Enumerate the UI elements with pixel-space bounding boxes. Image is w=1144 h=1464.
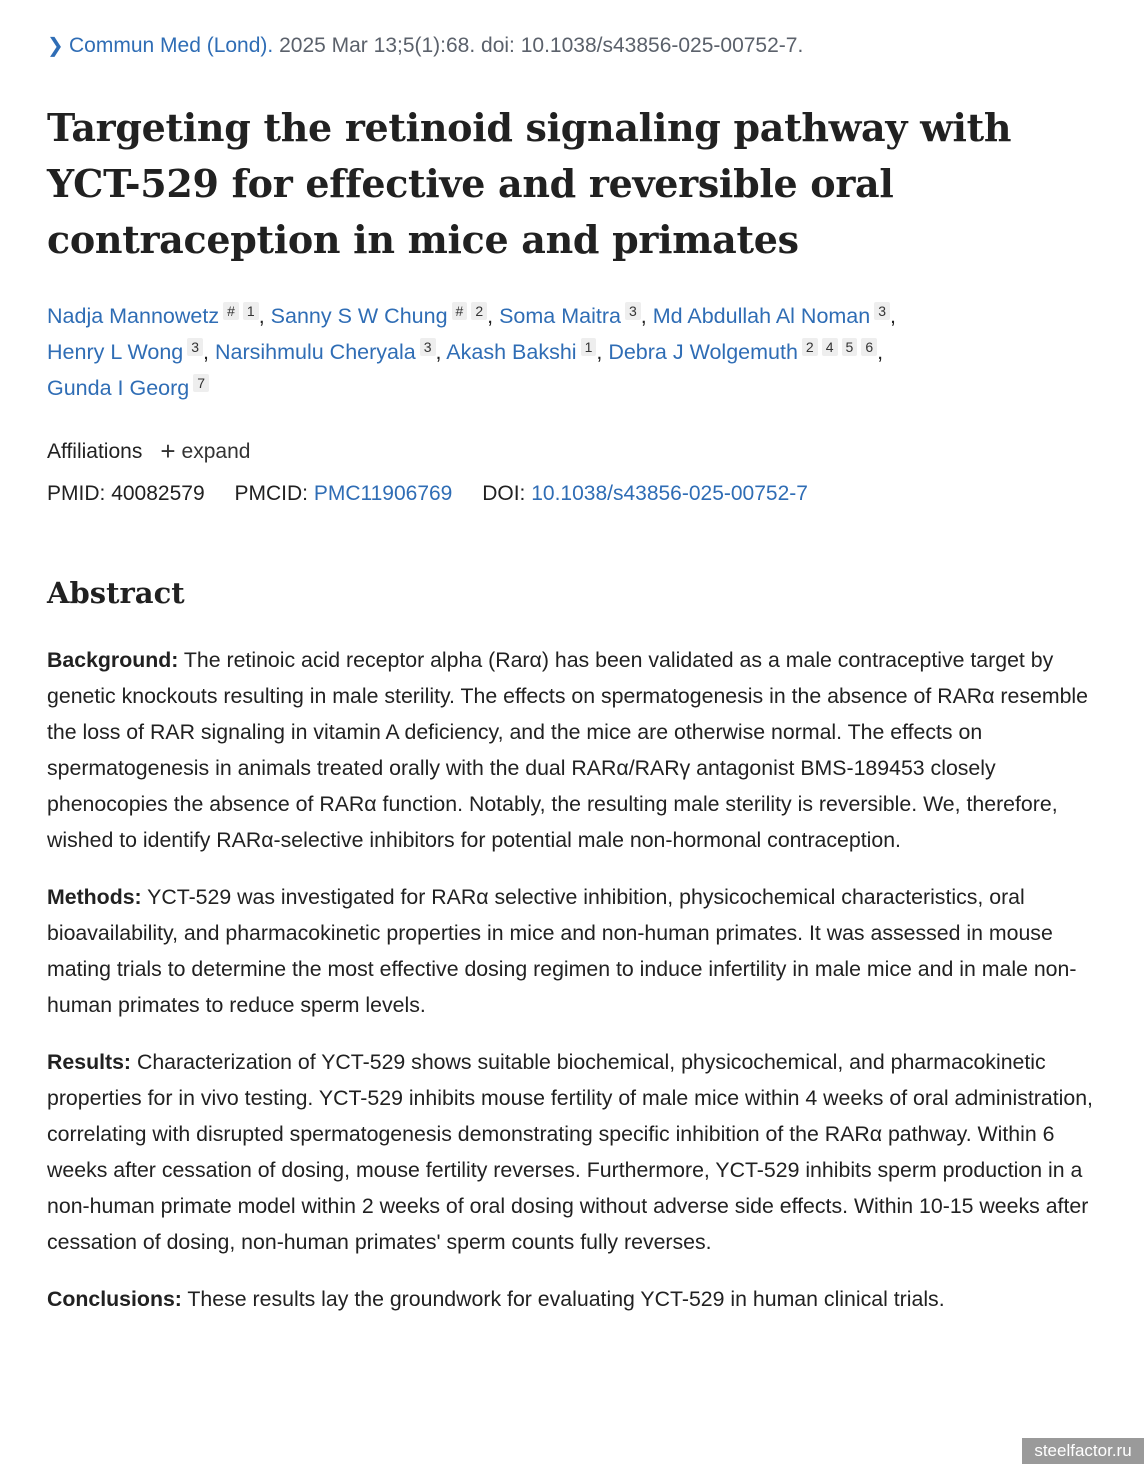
section-label: Background: — [47, 648, 179, 672]
equal-contrib-mark[interactable]: # — [452, 302, 468, 320]
plus-icon[interactable]: + — [160, 436, 176, 466]
author-link[interactable]: Sanny S W Chung — [270, 304, 448, 328]
doi — [482, 482, 808, 505]
author-item — [499, 304, 641, 328]
author-link[interactable]: Md Abdullah Al Noman — [652, 304, 871, 328]
author-item — [608, 340, 877, 364]
citation-line — [47, 33, 803, 58]
affiliation-ref[interactable]: 3 — [187, 338, 203, 356]
section-text: These results lay the groundwork for evaluating YCT-529 in human clinical trials. — [181, 1287, 945, 1311]
abstract-background — [47, 642, 1117, 858]
pmcid-label: PMCID: — [234, 482, 308, 505]
affiliation-ref[interactable]: 1 — [243, 302, 259, 320]
author-item — [47, 304, 259, 328]
author-link[interactable]: Akash Bakshi — [446, 340, 577, 364]
pmid — [47, 482, 205, 505]
author-link[interactable]: Debra J Wolgemuth — [608, 340, 798, 364]
affiliation-ref[interactable]: 3 — [874, 302, 890, 320]
author-item — [653, 304, 890, 328]
author-item — [271, 304, 487, 328]
author-link[interactable]: Gunda I Georg — [47, 376, 190, 400]
affiliation-ref[interactable]: 6 — [861, 338, 877, 356]
journal-link[interactable]: Commun Med (Lond). — [69, 34, 274, 57]
pmcid — [234, 482, 452, 505]
affiliation-ref[interactable]: 4 — [822, 338, 838, 356]
affiliations-label: Affiliations — [47, 440, 143, 463]
abstract-results — [47, 1044, 1117, 1260]
section-label: Methods: — [47, 885, 142, 909]
author-link[interactable]: Henry L Wong — [47, 340, 184, 364]
affiliation-ref[interactable]: 3 — [625, 302, 641, 320]
pmid-label: PMID: — [47, 482, 106, 505]
affiliation-ref[interactable]: 3 — [420, 338, 436, 356]
chevron-right-icon[interactable]: ❯ — [47, 35, 64, 57]
section-label: Conclusions: — [47, 1287, 182, 1311]
author-link[interactable]: Narsihmulu Cheryala — [214, 340, 416, 364]
citation-details: 2025 Mar 13;5(1):68. doi: 10.1038/s43856-025-00752-7. — [273, 34, 804, 57]
section-text: Characterization of YCT-529 shows suitable biochemical, physicochemical, and pharmacokinetic properties for in vivo testing. YCT-529 inhibits mouse fertility of male mice within 4 weeks of oral administration, correlating with disrupted spermatogenesis demonstrating specific inhibition of the RARα pathway. Within 6 weeks after cessation of dosing, mouse fertility reverses. Furthermore, YCT-529 inhibits sperm production in a non-human primate model within 2 weeks of oral dosing without adverse side effects. Within 10-15 weeks after cessation of dosing, non-human primates' sperm counts fully reverses. — [47, 1050, 1093, 1254]
section-label: Results: — [47, 1050, 132, 1074]
author-link[interactable]: Nadja Mannowetz — [47, 304, 220, 328]
section-text: The retinoic acid receptor alpha (Rarα) has been validated as a male contraceptive target by genetic knockouts resulting in male sterility. The effects on spermatogenesis in the absence of RARα resemble the loss of RAR signaling in vitamin A deficiency, and the mice are otherwise normal. The effects on spermatogenesis in animals treated orally with the dual RARα/RARγ antagonist BMS-189453 closely phenocopies the absence of RARα function. Notably, the resulting male sterility is reversible. We, therefore, wished to identify RARα-selective inhibitors for potential male non-hormonal contraception. — [47, 648, 1089, 852]
abstract-conclusions — [47, 1281, 1117, 1317]
doi-label: DOI: — [482, 482, 526, 505]
expand-button[interactable]: expand — [181, 440, 251, 463]
author-item — [47, 340, 203, 364]
abstract-heading: Abstract — [47, 576, 185, 610]
pmcid-link[interactable]: PMC11906769 — [313, 482, 453, 505]
doi-link[interactable]: 10.1038/s43856-025-00752-7 — [531, 482, 808, 505]
affiliation-ref[interactable]: 2 — [471, 302, 487, 320]
affiliation-ref[interactable]: 2 — [802, 338, 818, 356]
author-item — [446, 340, 596, 364]
equal-contrib-mark[interactable]: # — [223, 302, 239, 320]
author-link[interactable]: Soma Maitra — [499, 304, 621, 328]
identifiers — [47, 482, 832, 506]
affiliation-ref[interactable]: 5 — [842, 338, 858, 356]
author-item — [215, 340, 436, 364]
watermark: steelfactor.ru — [1022, 1438, 1144, 1464]
section-text: YCT-529 was investigated for RARα selective inhibition, physicochemical characteristics, oral bioavailability, and pharmacokinetic properties in mice and non-human primates. It was assessed in mouse mating trials to determine the most effective dosing regimen to induce infertility in male mice and in male non-human primates to reduce sperm levels. — [47, 885, 1077, 1017]
abstract-body — [47, 642, 1117, 1338]
affiliations-toggle[interactable] — [47, 436, 250, 467]
article-title: Targeting the retinoid signaling pathway with YCT-529 for effective and reversible oral contraception in mice and primates — [47, 105, 1012, 262]
affiliation-ref[interactable]: 1 — [581, 338, 597, 356]
pmid-value: 40082579 — [111, 482, 205, 505]
abstract-methods — [47, 879, 1117, 1023]
author-list: Nadja Mannowetz # 1 , Sanny S W Chung # 2 , Soma Maitra 3 , Md Abdullah Al Noman 3 , Henry L Wong 3 , Narsihmulu Cheryala 3 , Akash Bakshi 1 , Debra J Wolgemuth 2 4 5 6 , Gunda I Georg 7 — [47, 303, 897, 400]
affiliation-ref[interactable]: 7 — [193, 374, 209, 392]
author-item — [47, 376, 209, 400]
